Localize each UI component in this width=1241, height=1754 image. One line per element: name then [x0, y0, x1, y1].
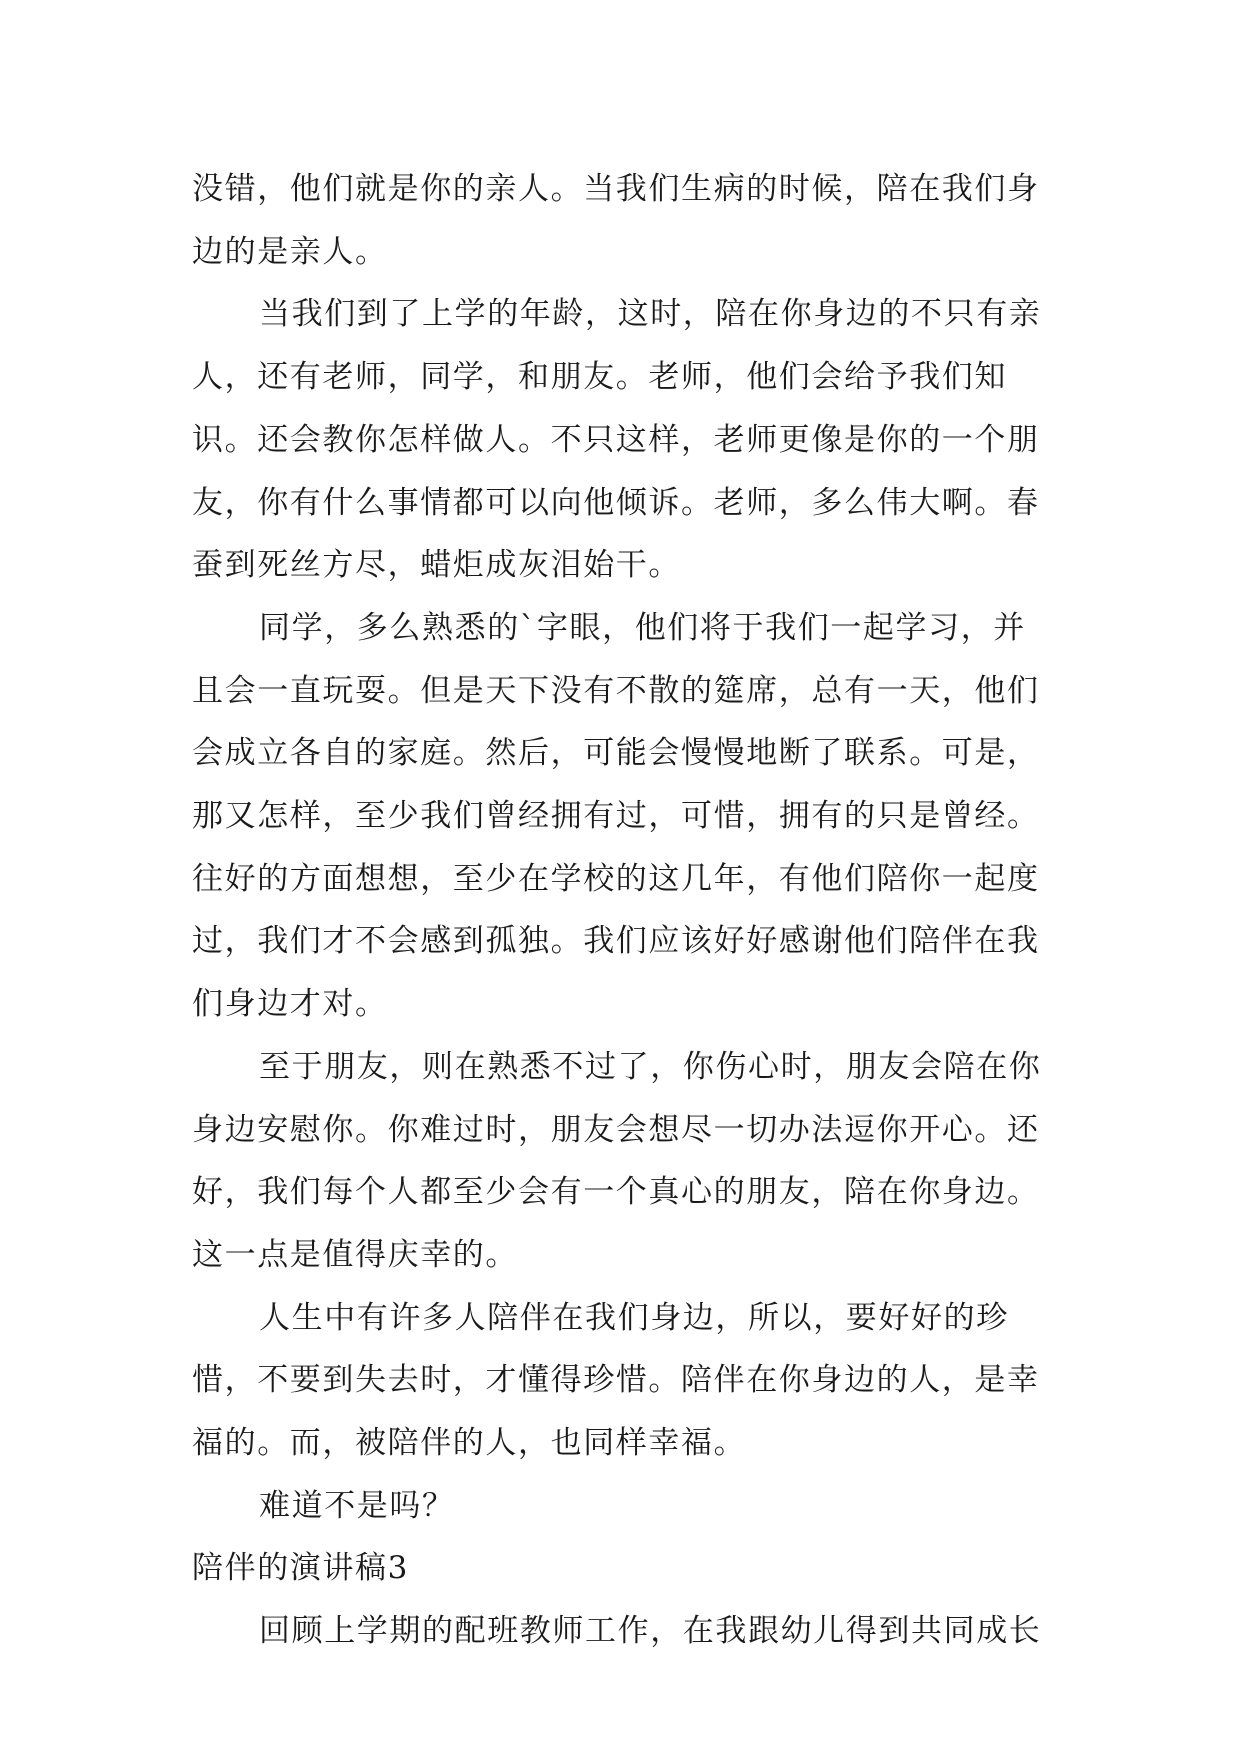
paragraph: 难道不是吗？	[259, 1487, 455, 1524]
paragraph: 同学，多么熟悉的`字眼，他们将于我们一起学习，并且会一直玩耍。但是天下没有不散的筵席，总有一天，他们会成立各自的家庭。然后，可能会慢慢地断了联系。可是，那又怎样，至少我们曾经拥有过，可惜，拥有的只是曾经。往好的方面想想，至少在学校的这几年，有他们陪你一起度过，我们才不会感到孤独。我们应该好好感谢他们陪伴在我们身边才对。	[192, 609, 1040, 1023]
section-heading: 陪伴的演讲稿3	[192, 1550, 409, 1587]
paragraph: 没错，他们就是你的亲人。当我们生病的时候，陪在我们身边的是亲人。	[192, 171, 1040, 270]
paragraph: 当我们到了上学的年龄，这时，陪在你身边的不只有亲人，还有老师，同学，和朋友。老师，他们会给予我们知识。还会教你怎样做人。不只这样，老师更像是你的一个朋友，你有什么事情都可以向他倾诉。老师，多么伟大啊。春蚕到死丝方尽，蜡炬成灰泪始干。	[192, 296, 1042, 584]
paragraph: 回顾上学期的配班教师工作，在我跟幼儿得到共同成长	[259, 1613, 1042, 1650]
paragraph: 人生中有许多人陪伴在我们身边，所以，要好好的珍惜，不要到失去时，才懂得珍惜。陪伴在你身边的人，是幸福的。而，被陪伴的人，也同样幸福。	[192, 1299, 1040, 1462]
paragraph: 至于朋友，则在熟悉不过了，你伤心时，朋友会陪在你身边安慰你。你难过时，朋友会想尽一切办法逗你开心。还好，我们每个人都至少会有一个真心的朋友，陪在你身边。这一点是值得庆幸的。	[192, 1048, 1042, 1273]
document-body	[192, 158, 1054, 1663]
